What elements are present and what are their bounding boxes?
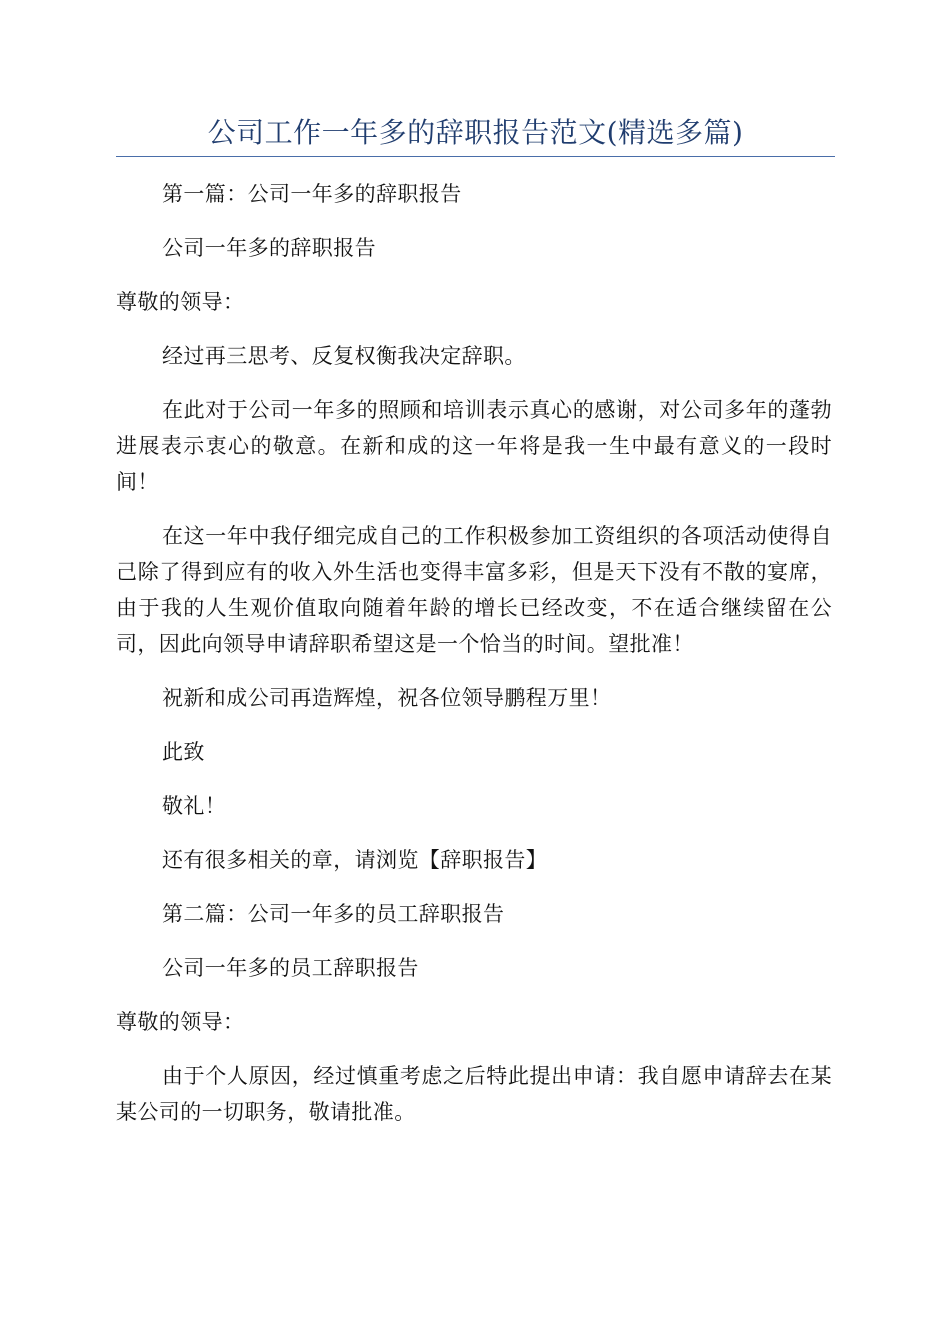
paragraph: 此致	[162, 740, 205, 764]
paragraph: 第二篇：公司一年多的员工辞职报告	[162, 902, 505, 926]
title-block	[116, 112, 835, 157]
document-title: 公司工作一年多的辞职报告范文(精选多篇)	[207, 116, 744, 149]
paragraph: 由于个人原因，经过慎重考虑之后特此提出申请：我自愿申请辞去在某某公司的一切职务，敬请批准。	[116, 1064, 832, 1124]
paragraph: 尊敬的领导：	[116, 290, 245, 314]
paragraph: 敬礼！	[162, 794, 227, 818]
paragraph: 祝新和成公司再造辉煌，祝各位领导鹏程万里！	[162, 686, 612, 710]
paragraph: 公司一年多的辞职报告	[162, 236, 376, 260]
paragraph: 在此对于公司一年多的照顾和培训表示真心的感谢，对公司多年的蓬勃进展表示衷心的敬意。在新和成的这一年将是我一生中最有意义的一段时间！	[116, 398, 832, 494]
paragraph: 经过再三思考、反复权衡我决定辞职。	[162, 344, 526, 368]
paragraph: 尊敬的领导：	[116, 1010, 245, 1034]
paragraph: 还有很多相关的章，请浏览【辞职报告】	[162, 848, 548, 872]
paragraph: 在这一年中我仔细完成自己的工作积极参加工资组织的各项活动使得自己除了得到应有的收入外生活也变得丰富多彩，但是天下没有不散的宴席，由于我的人生观价值取向随着年龄的增长已经改变，不在适合继续留在公司，因此向领导申请辞职希望这是一个恰当的时间。望批准！	[116, 524, 832, 656]
paragraph: 公司一年多的员工辞职报告	[162, 956, 419, 980]
paragraph: 第一篇：公司一年多的辞职报告	[162, 182, 462, 206]
document-body	[116, 176, 832, 1148]
